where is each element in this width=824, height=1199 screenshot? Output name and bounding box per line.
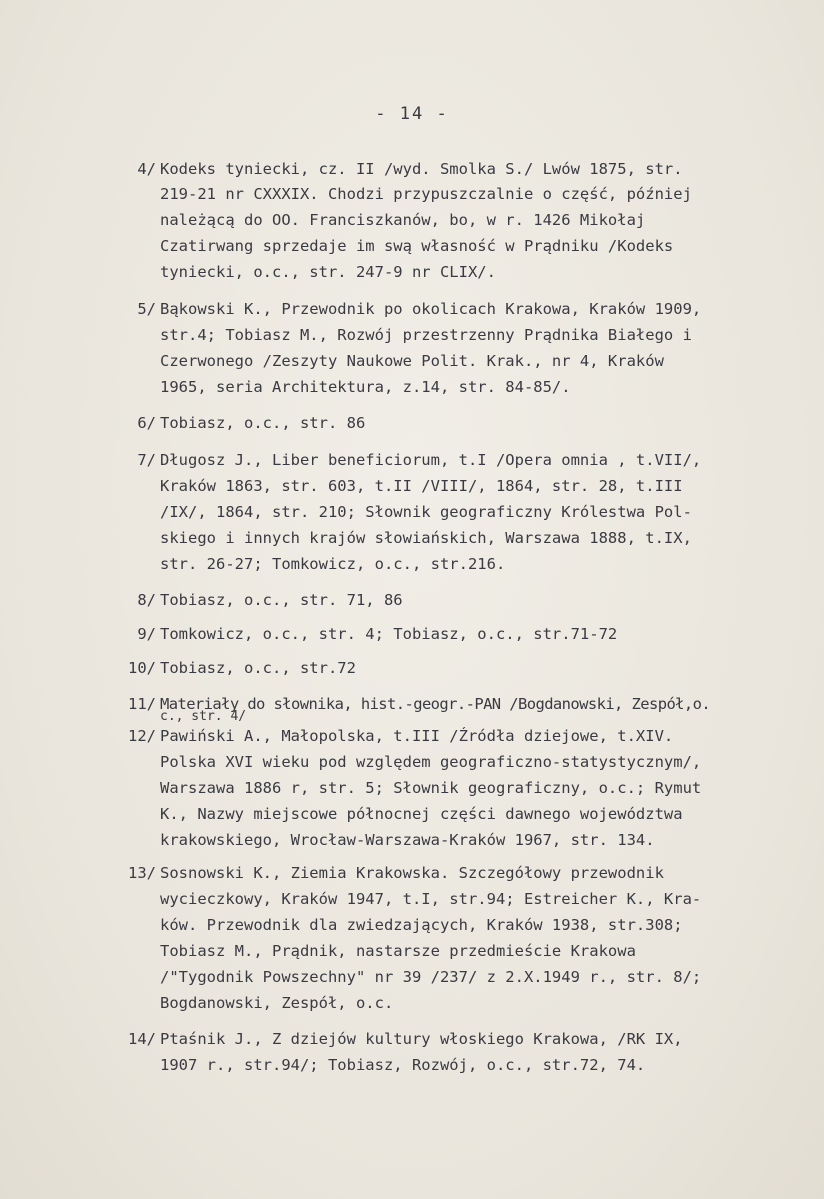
footnote-line: Kraków 1863, str. 603, t.II /VIII/, 1864, str. 28, t.III (160, 477, 683, 495)
footnote-line: Warszawa 1886 r, str. 5; Słownik geograficzny, o.c.; Rymut (160, 779, 702, 797)
footnote-line: Pawiński A., Małopolska, t.III /Źródła dziejowe, t.XIV. (160, 727, 674, 745)
footnote-line: Tobiasz M., Prądnik, nastarsze przedmieście Krakowa (160, 942, 636, 960)
footnote-line: Tobiasz, o.c., str. 71, 86 (160, 591, 403, 609)
footnote-line: skiego i innych krajów słowiańskich, Warszawa 1888, t.IX, (160, 529, 692, 547)
footnote-line: Polska XVI wieku pod względem geograficzno-statystycznym/, (160, 753, 702, 771)
footnote-line: str.4; Tobiasz M., Rozwój przestrzenny Prądnika Białego i (160, 326, 692, 344)
footnote-line: tyniecki, o.c., str. 247-9 nr CLIX/. (160, 263, 496, 281)
footnote-line: Czerwonego /Zeszyty Naukowe Polit. Krak., nr 4, Kraków (160, 352, 664, 370)
footnote-number: 4/ (137, 160, 156, 178)
footnote-line: 1907 r., str.94/; Tobiasz, Rozwój, o.c., str.72, 74. (160, 1056, 646, 1074)
footnote-line: Czatirwang sprzedaje im swą własność w Prądniku /Kodeks (160, 237, 674, 255)
footnote-line: /"Tygodnik Powszechny" nr 39 /237/ z 2.X.1949 r., str. 8/; (160, 968, 702, 986)
footnote-line: c., str. 4/ (160, 709, 247, 724)
footnote-line: Kodeks tyniecki, cz. II /wyd. Smolka S./ Lwów 1875, str. (160, 160, 683, 178)
footnote-line: Tomkowicz, o.c., str. 4; Tobiasz, o.c., str.71-72 (160, 625, 618, 643)
footnote-line: Sosnowski K., Ziemia Krakowska. Szczegółowy przewodnik (160, 864, 664, 882)
page-number: - 14 - (375, 104, 449, 124)
footnote-line: Bogdanowski, Zespół, o.c. (160, 994, 394, 1012)
footnote-number: 10/ (128, 659, 156, 677)
footnote-number: 11/ (128, 695, 156, 713)
footnote-line: /IX/, 1864, str. 210; Słownik geograficzny Królestwa Pol- (160, 503, 692, 521)
footnote-line: Ptaśnik J., Z dziejów kultury włoskiego Krakowa, /RK IX, (160, 1030, 683, 1048)
footnote-line: Tobiasz, o.c., str. 86 (160, 414, 366, 432)
footnote-number: 12/ (128, 727, 156, 745)
footnote-number: 13/ (128, 864, 156, 882)
footnote-number: 14/ (128, 1030, 156, 1048)
footnote-number: 8/ (137, 591, 156, 609)
footnote-line: wycieczkowy, Kraków 1947, t.I, str.94; Estreicher K., Kra- (160, 890, 702, 908)
footnote-line: Materiały do słownika, hist.-geogr.-PAN /Bogdanowski, Zespół,o. (160, 695, 711, 713)
footnote-line: Tobiasz, o.c., str.72 (160, 659, 356, 677)
footnote-line: 1965, seria Architektura, z.14, str. 84-85/. (160, 378, 571, 396)
footnote-line: Bąkowski K., Przewodnik po okolicach Krakowa, Kraków 1909, (160, 300, 702, 318)
footnote-number: 7/ (137, 451, 156, 469)
footnote-number: 5/ (137, 300, 156, 318)
footnote-line: należącą do OO. Franciszkanów, bo, w r. 1426 Mikołaj (160, 211, 646, 229)
footnote-line: krakowskiego, Wrocław-Warszawa-Kraków 1967, str. 134. (160, 831, 655, 849)
footnote-line: str. 26-27; Tomkowicz, o.c., str.216. (160, 555, 506, 573)
footnote-line: Długosz J., Liber beneficiorum, t.I /Opera omnia , t.VII/, (160, 451, 702, 469)
footnote-line: ków. Przewodnik dla zwiedzających, Kraków 1938, str.308; (160, 916, 683, 934)
footnote-line: K., Nazwy miejscowe północnej części dawnego województwa (160, 805, 683, 823)
footnote-line: 219-21 nr CXXXIX. Chodzi przypuszczalnie o część, później (160, 185, 692, 203)
footnote-number: 9/ (137, 625, 156, 643)
footnote-number: 6/ (137, 414, 156, 432)
